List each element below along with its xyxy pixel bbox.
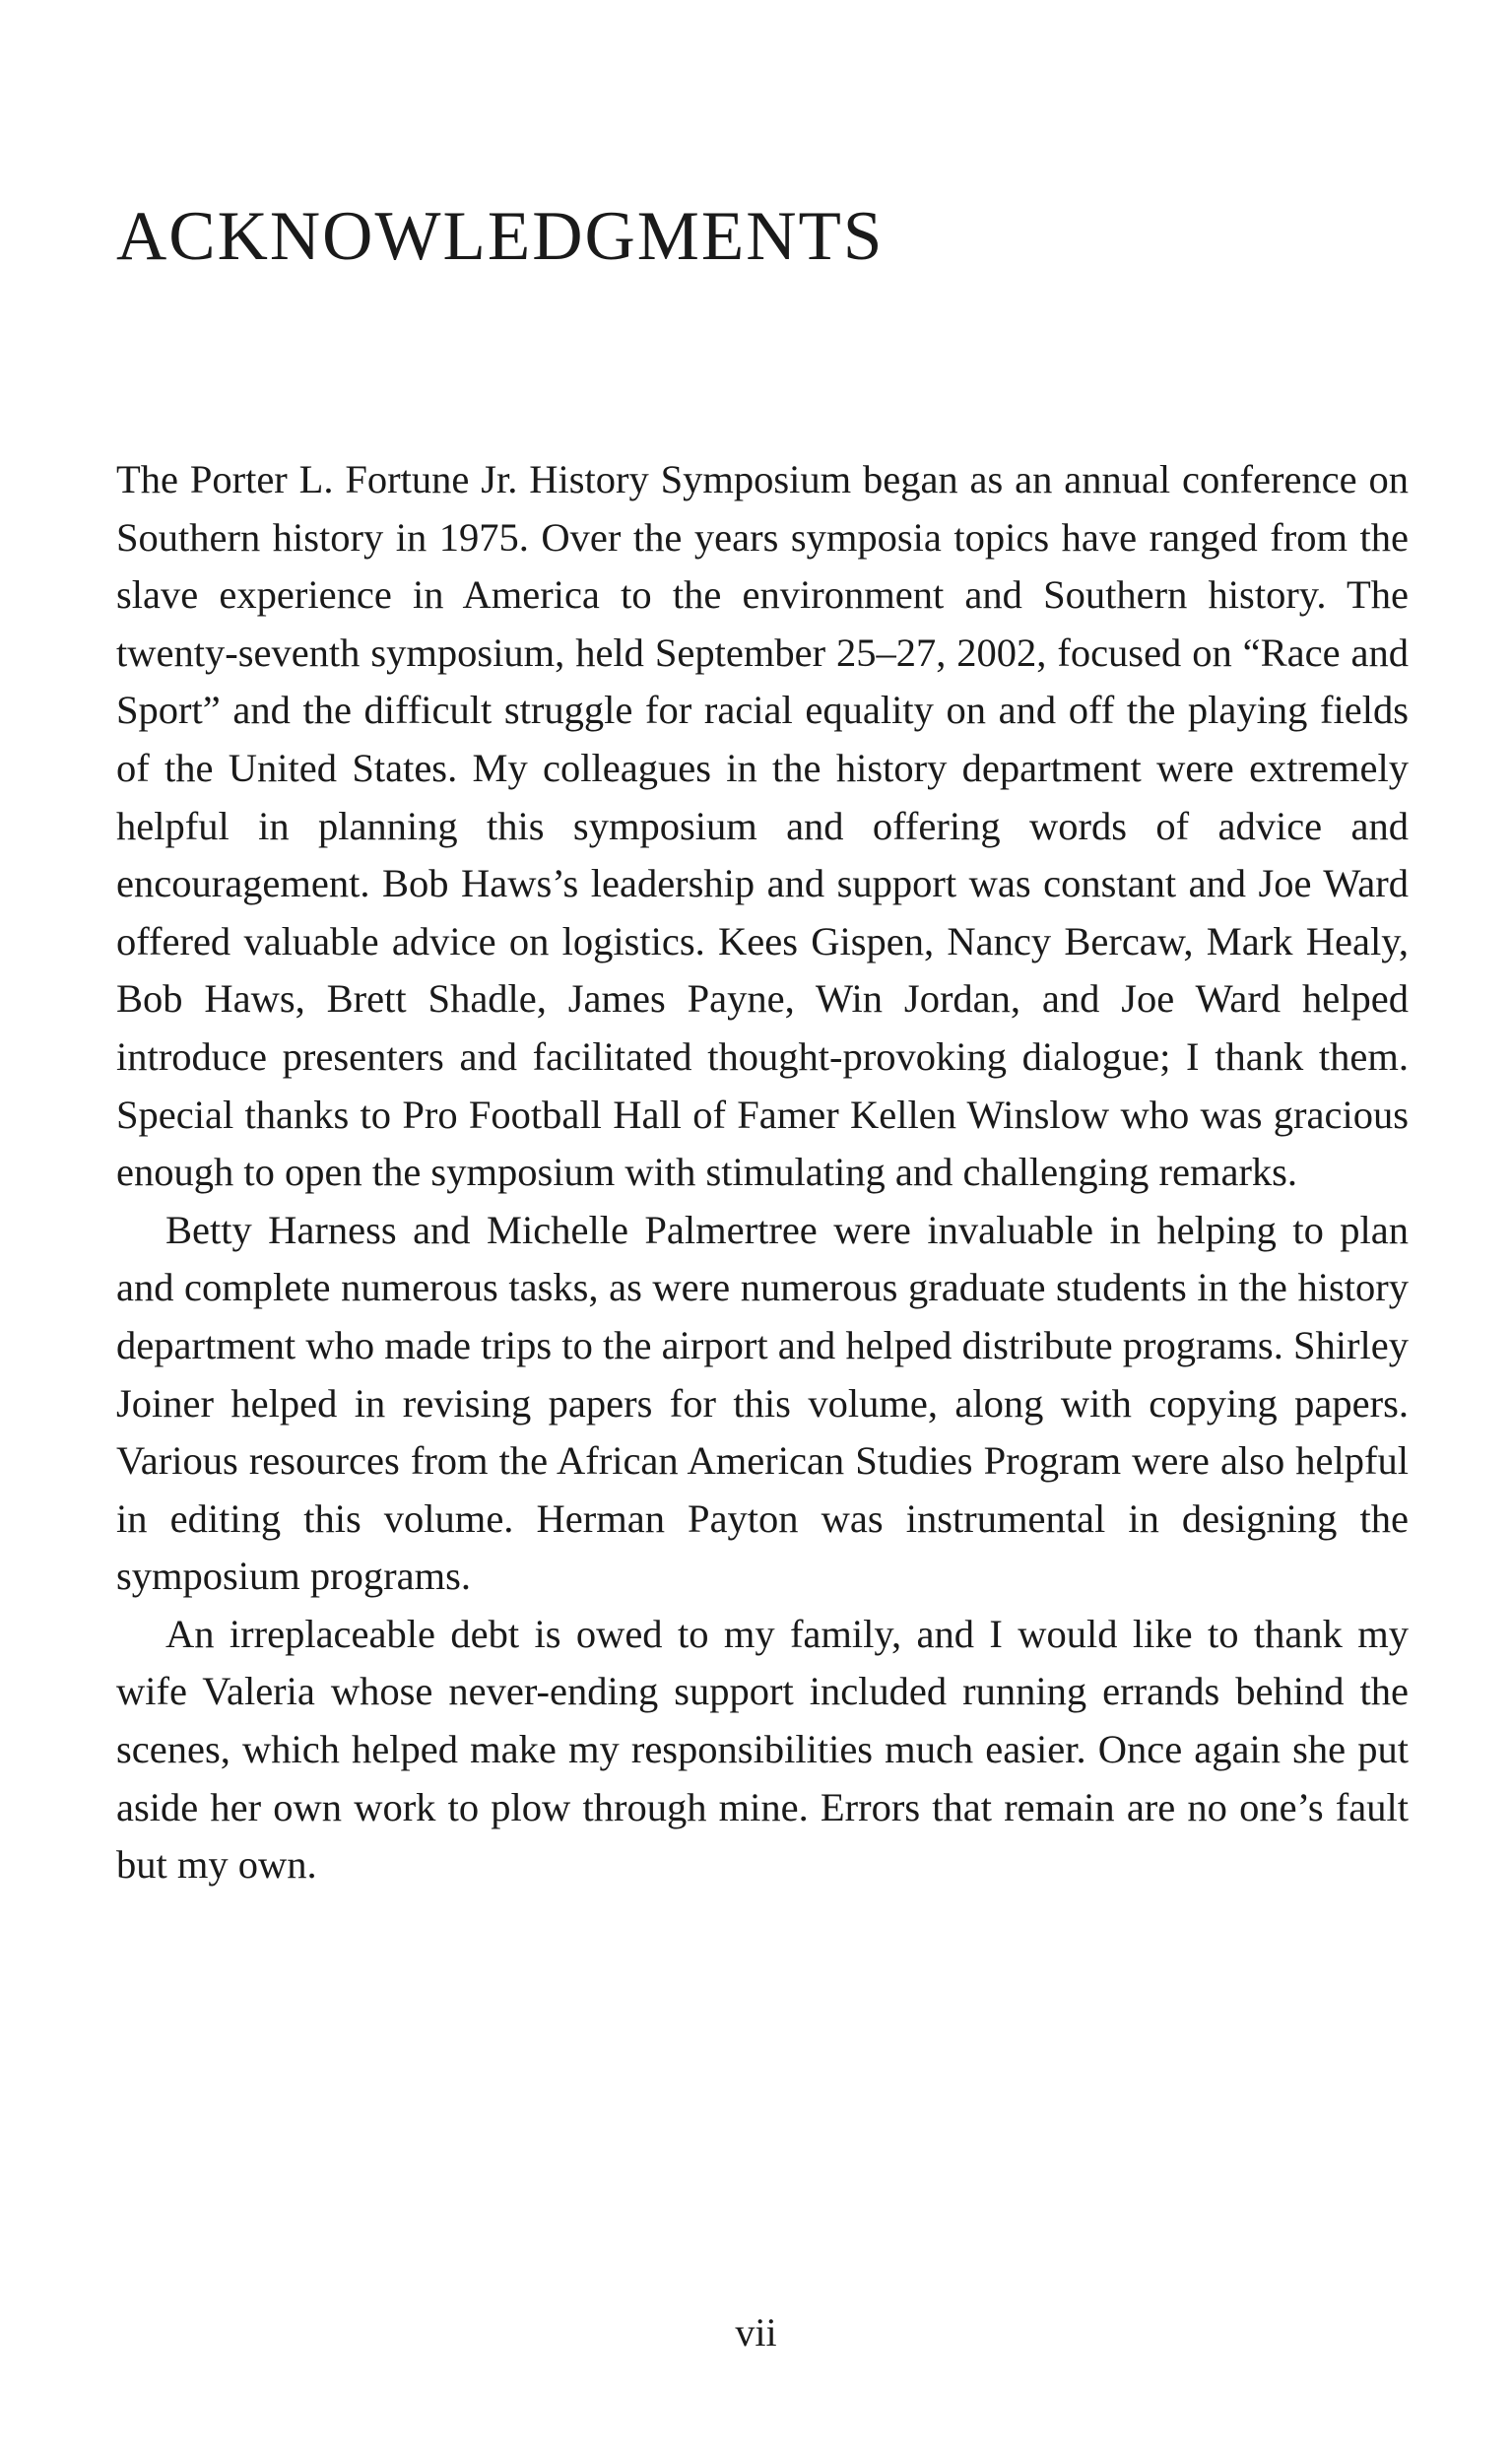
paragraph-3: An irreplaceable debt is owed to my family, and I would like to thank my wife Valeria whose never-ending support included running errands behind the scenes, which helped make my responsibilities much easier. Once again she put aside her own work to plow through mine. Errors that remain are no one’s fault but my own.	[116, 1611, 1409, 1888]
paragraph-1: The Porter L. Fortune Jr. History Symposium began as an annual conference on Southern history in 1975. Over the years symposia topics have ranged from the slave experience in America to the environment and Southern history. The twenty-seventh symposium, held September 25–27, 2002, focused on “Race and Sport” and the difficult struggle for racial equality on and off the playing fields of the United States. My colleagues in the history department were extremely helpful in planning this symposium and offering words of advice and encouragement. Bob Haws’s leadership and support was constant and Joe Ward offered valuable advice on logistics. Kees Gispen, Nancy Bercaw, Mark Healy, Bob Haws, Brett Shadle, James Payne, Win Jordan, and Joe Ward helped introduce presenters and facilitated thought-provoking dialogue; I thank them. Special thanks to Pro Football Hall of Famer Kellen Winslow who was gracious enough to open the symposium with stimulating and challenging remarks.	[116, 457, 1409, 1195]
page-title: ACKNOWLEDGMENTS	[116, 198, 885, 275]
page-number: vii	[735, 2310, 777, 2355]
paragraph-2: Betty Harness and Michelle Palmertree were invaluable in helping to plan and complete numerous tasks, as were numerous graduate students in the history department who made trips to the airport and helped distribute programs. Shirley Joiner helped in revising papers for this volume, along with copying papers. Various resources from the African American Studies Program were also helpful in editing this volume. Herman Payton was instrumental in designing the symposium programs.	[116, 1207, 1409, 1599]
acknowledgments-body	[116, 451, 1409, 1894]
